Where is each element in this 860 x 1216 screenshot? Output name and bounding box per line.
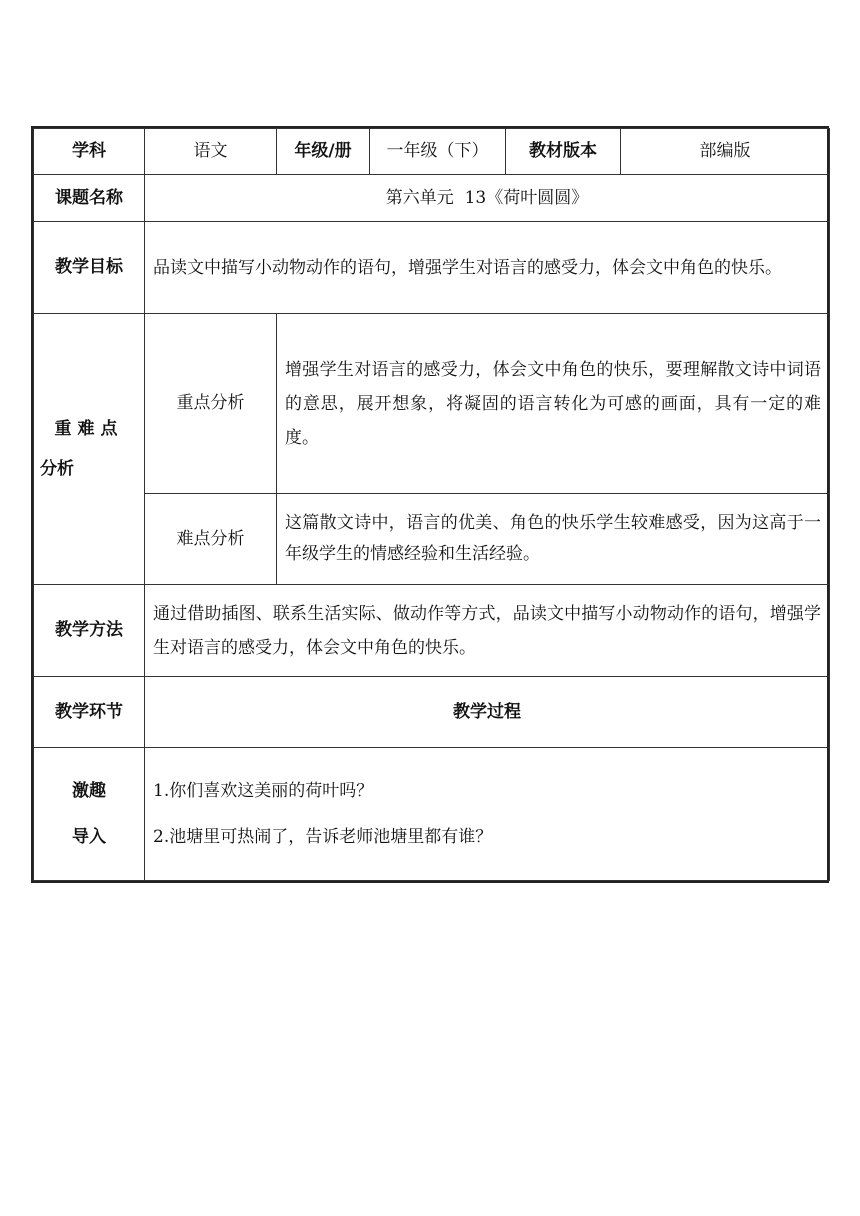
intro-item: 2.池塘里可热闹了，告诉老师池塘里都有谁？ <box>153 827 493 847</box>
lesson-row <box>34 175 830 222</box>
goal-label: 教学目标 <box>34 222 145 314</box>
intro-label <box>34 748 145 881</box>
intro-content <box>145 748 830 881</box>
lesson-label: 课题名称 <box>34 175 145 222</box>
intro-item: 1.你们喜欢这美丽的荷叶吗？ <box>153 781 374 801</box>
intro-row <box>34 748 830 881</box>
edition-value: 部编版 <box>621 129 830 175</box>
difficult-analysis-text: 这篇散文诗中，语言的优美、角色的快乐学生较难感受，因为这高于一年级学生的情感经验和生活经验。 <box>277 494 830 585</box>
process-label: 教学过程 <box>145 677 830 748</box>
difficult-analysis-row <box>34 494 830 585</box>
lesson-plan-table-frame <box>31 126 829 883</box>
method-row <box>34 585 830 677</box>
subject-label: 学科 <box>34 129 145 175</box>
subject-value: 语文 <box>145 129 277 175</box>
stage-label: 教学环节 <box>34 677 145 748</box>
header-row <box>34 129 830 175</box>
key-analysis-label: 重点分析 <box>145 314 277 494</box>
process-header-row <box>34 677 830 748</box>
analysis-label-line2: 分析 <box>40 459 74 479</box>
lesson-plan-table <box>33 128 830 881</box>
goal-row <box>34 222 830 314</box>
grade-label: 年级/册 <box>277 129 370 175</box>
analysis-label-line1: 重难点 <box>54 418 124 439</box>
grade-value: 一年级（下） <box>370 129 506 175</box>
method-label: 教学方法 <box>34 585 145 677</box>
difficult-analysis-label: 难点分析 <box>145 494 277 585</box>
key-analysis-row <box>34 314 830 494</box>
lesson-value: 第六单元 13《荷叶圆圆》 <box>145 175 830 222</box>
intro-label-line2: 导入 <box>72 827 106 847</box>
goal-text: 品读文中描写小动物动作的语句，增强学生对语言的感受力，体会文中角色的快乐。 <box>145 222 830 314</box>
edition-label: 教材版本 <box>506 129 621 175</box>
analysis-label <box>34 314 145 585</box>
intro-label-line1: 激趣 <box>72 781 106 801</box>
method-text: 通过借助插图、联系生活实际、做动作等方式，品读文中描写小动物动作的语句，增强学生对语言的感受力，体会文中角色的快乐。 <box>145 585 830 677</box>
key-analysis-text: 增强学生对语言的感受力，体会文中角色的快乐，要理解散文诗中词语的意思，展开想象，将凝固的语言转化为可感的画面，具有一定的难度。 <box>277 314 830 494</box>
